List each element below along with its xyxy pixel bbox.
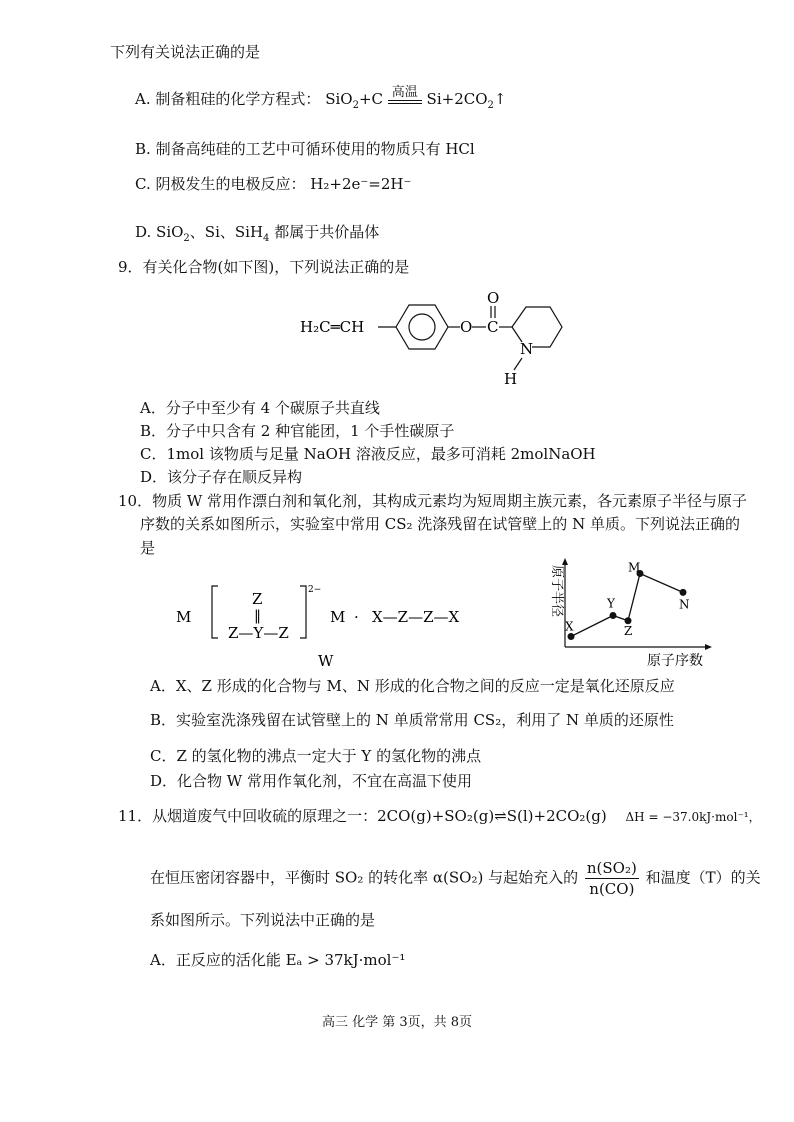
carbonyl-carbon: C <box>487 318 499 336</box>
q8-option-b: B. 制备高纯硅的工艺中可循环使用的物质只有 HCl <box>135 140 475 158</box>
y-axis-label: 原子半径 <box>549 565 564 618</box>
q9-option-b: B．分子中只含有 2 种官能团，1 个手性碳原子 <box>140 422 455 440</box>
q11-stem-line3: 系如图所示。下列说法中正确的是 <box>150 911 376 929</box>
x-axis-arrow-icon <box>705 644 712 650</box>
svg-text:·: · <box>354 608 359 626</box>
q11-stem-line1: 11．从烟道废气中回收硫的原理之一：2CO(g)+SO₂(g)⇌S(l)+2CO₂(g) ΔH = −37.0kJ·mol⁻¹， <box>118 807 761 825</box>
q10-stem-line3: 是 <box>140 539 156 557</box>
q10-option-a: A．X、Z 形成的化合物与 M、N 形成的化合物之间的反应一定是氧化还原反应 <box>150 677 675 695</box>
svg-text:‖: ‖ <box>254 608 261 624</box>
q9-structure-diagram <box>300 286 600 391</box>
carbonyl-oxygen: O <box>487 289 500 307</box>
anion-chain: Z—Y—Z <box>228 624 289 642</box>
point-label-y: Y <box>607 596 615 611</box>
benzene-ring <box>396 305 448 349</box>
q8-option-a: A. 制备粗硅的化学方程式： SiO$_2$+C 高温 $Si+2CO_2↑$ <box>135 85 507 111</box>
reaction-condition: 高温 <box>388 98 422 104</box>
point-label-z: Z <box>624 623 633 638</box>
q9-option-c: C．1mol 该物质与足量 NaOH 溶液反应，最多可消耗 2molNaOH <box>140 445 596 463</box>
ester-oxygen: O <box>460 318 473 336</box>
q8-stem: 下列有关说法正确的是 <box>110 43 261 61</box>
data-point-x <box>568 633 575 640</box>
enthalpy-change: ΔH = −37.0kJ·mol⁻¹， <box>625 810 761 824</box>
q11-stem-line2: 在恒压密闭容器中，平衡时 SO₂ 的转化率 α(SO₂) 与起始充入的 $\frac{\text{n(SO₂)}}{n(CO)}$ 和温度（T）的关 <box>150 859 761 898</box>
vinyl-group: H₂C═CH <box>300 318 365 336</box>
cation-m-right: M <box>330 608 346 626</box>
q9-option-a: A．分子中至少有 4 个碳原子共直线 <box>140 399 380 417</box>
gas-arrow-icon: ↑ <box>493 90 507 108</box>
page-footer: 高三 化学 第 3页，共 8页 <box>321 1015 473 1030</box>
right-bracket <box>300 586 306 638</box>
nitrogen-atom: N <box>520 340 534 358</box>
q9-stem: 9．有关化合物(如下图)，下列说法正确的是 <box>118 258 410 276</box>
point-label-x: X <box>565 619 574 634</box>
hydrogen-atom: H <box>504 370 518 388</box>
q9-option-d: D．该分子存在顺反异构 <box>140 468 303 486</box>
ratio-fraction: $\frac{\text{n(SO₂)}}{n(CO)}$ <box>586 859 637 898</box>
cation-m-left: M <box>176 608 192 626</box>
q11-option-a: A．正反应的活化能 Eₐ > 37kJ·mol⁻¹ <box>150 951 406 969</box>
q8-option-d: D. SiO$_2$、Si、SiH$_4$ 都属于共价晶体 <box>135 223 380 244</box>
molecule-chain: X—Z—Z—X <box>372 608 460 626</box>
q10-option-b: B．实验室洗涤残留在试管壁上的 N 单质常常用 CS₂，利用了 N 单质的还原性 <box>150 711 674 729</box>
y-axis-arrow-icon <box>562 558 568 565</box>
q10-option-d: D．化合物 W 常用作氧化剂，不宜在高温下使用 <box>150 772 472 790</box>
x-axis-label: 原子序数 <box>647 653 703 669</box>
compound-label-w: W <box>318 652 334 670</box>
q10-radius-chart <box>535 555 720 670</box>
data-point-n <box>680 589 687 596</box>
q10-formula-w <box>170 580 490 672</box>
anion-top-z: Z <box>252 590 263 608</box>
anion-charge: 2− <box>308 585 322 595</box>
left-bracket <box>212 586 218 638</box>
point-label-m: M <box>628 560 641 575</box>
point-label-n: N <box>679 597 690 612</box>
q10-stem-line2: 序数的关系如图所示，实验室中常用 CS₂ 洗涤残留在试管壁上的 N 单质。下列说法正确的 <box>140 515 740 533</box>
q8-option-c: C. 阴极发生的电极反应： H₂+2e⁻=2H⁻ <box>135 175 412 193</box>
q10-stem-line1: 10．物质 W 常用作漂白剂和氧化剂，其构成元素均为短周期主族元素，各元素原子半径与原子 <box>118 492 748 510</box>
data-point-y <box>610 612 617 619</box>
q10-option-c: C．Z 的氢化物的沸点一定大于 Y 的氢化物的沸点 <box>150 747 482 765</box>
